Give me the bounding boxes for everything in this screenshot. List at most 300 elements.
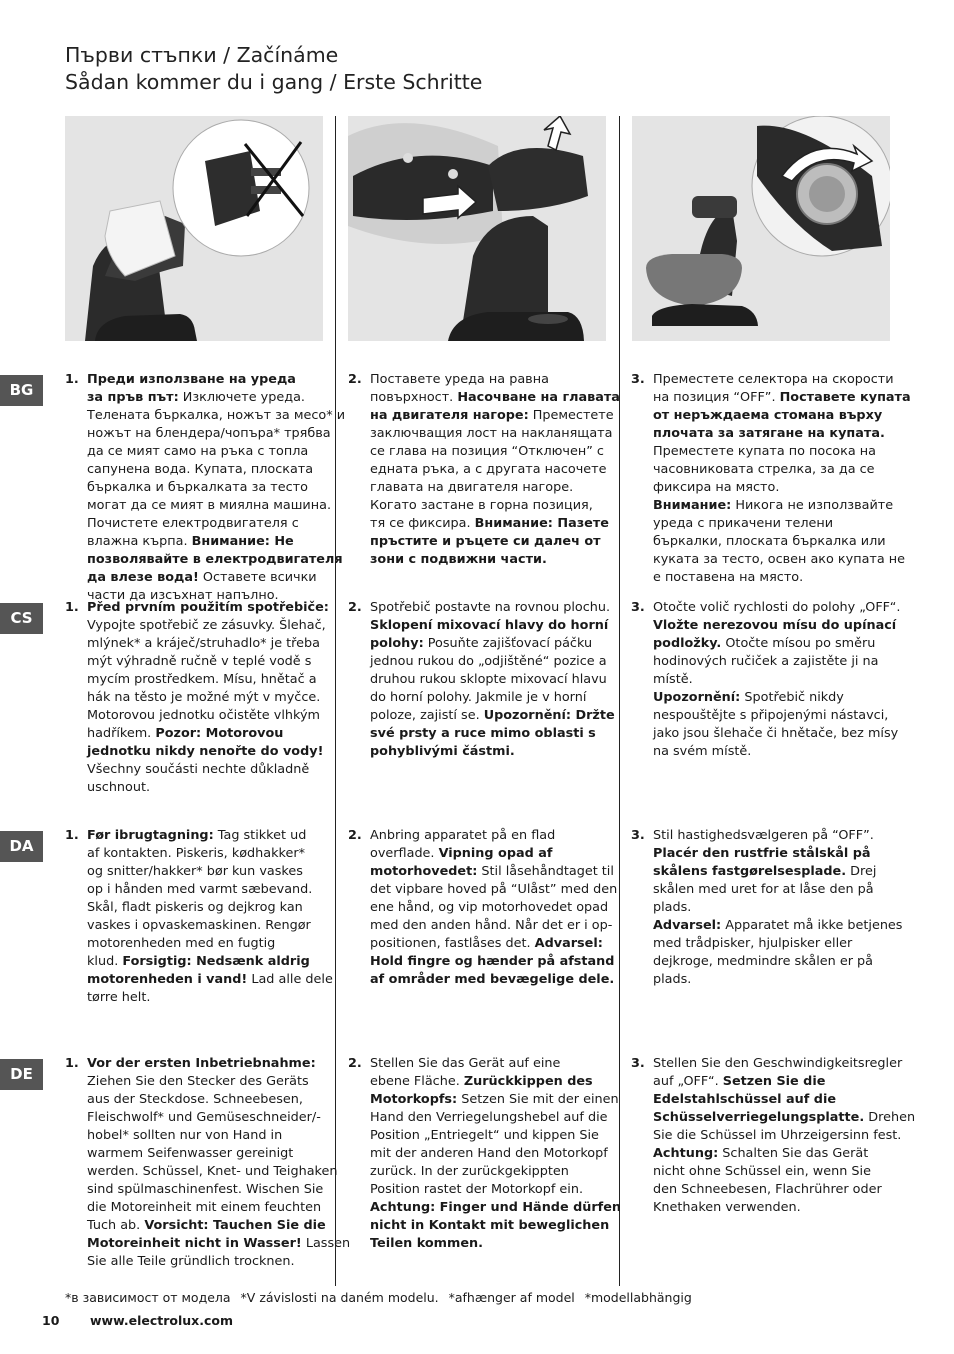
step-number: 3. <box>631 372 645 387</box>
step-line <box>370 881 617 899</box>
step-line <box>370 671 615 689</box>
step-line <box>87 935 333 953</box>
step-line <box>87 953 333 971</box>
text-segment: mlýnek* a kráječ/struhadlo* je třeba <box>87 636 320 651</box>
text-segment: Sklopení mixovací hlavy do horní <box>370 618 609 633</box>
step-line <box>370 743 615 761</box>
text-segment: podložky. <box>653 636 722 651</box>
language-tab-bg: BG <box>0 375 43 406</box>
text-segment: Изключете уреда. <box>178 390 305 405</box>
text-segment: Преместете <box>528 408 614 423</box>
text-segment: Lassen <box>301 1236 351 1251</box>
step-line <box>653 533 911 551</box>
text-segment: едната ръка, а с другата насочете <box>370 462 607 477</box>
step-number: 3. <box>631 1056 645 1071</box>
text-segment: Lad alle dele <box>247 972 333 987</box>
step-number: 1. <box>65 1056 79 1071</box>
text-segment: заключващия лост на накланящата <box>370 426 613 441</box>
step-line <box>370 551 620 569</box>
step-number: 2. <box>348 828 362 843</box>
step-line <box>653 1163 915 1181</box>
step-line <box>653 371 911 389</box>
text-segment: Hand den Verriegelungshebel auf die <box>370 1110 608 1125</box>
step-line <box>653 671 900 689</box>
text-segment: да влезе вода! <box>87 570 199 585</box>
text-segment: poloze, zajistí se. <box>370 708 484 723</box>
step-number: 2. <box>348 1056 362 1071</box>
text-segment: Sie alle Teile gründlich trocknen. <box>87 1254 295 1269</box>
step-line <box>87 599 329 617</box>
step-text <box>653 1055 915 1217</box>
text-segment: Drehen <box>864 1110 916 1125</box>
text-segment: бъркалки, плоската бъркалка или <box>653 534 886 549</box>
step-line <box>370 1055 621 1073</box>
step-text <box>87 599 329 797</box>
text-segment: Поставете купата <box>779 390 911 405</box>
text-segment: na svém místě. <box>653 744 752 759</box>
step-line <box>87 407 345 425</box>
text-segment: Setzen Sie die <box>722 1074 826 1089</box>
text-segment: hák na těsto je možné mýt v myčce. <box>87 690 321 705</box>
step-line <box>653 1127 915 1145</box>
unplug-and-wash-illustration <box>65 116 323 341</box>
step-line <box>370 389 620 407</box>
bowl-lock-illustration <box>632 116 890 341</box>
step-line <box>653 1109 915 1127</box>
text-segment: могат да се мият в миялна машина. <box>87 498 332 513</box>
text-segment: hodinových ručiček a zajistěte ji na <box>653 654 879 669</box>
step-line <box>87 1253 350 1271</box>
text-segment: Vypojte spotřebič ze zásuvky. Šlehač, <box>87 618 326 633</box>
step-line <box>87 1091 350 1109</box>
step-line <box>370 725 615 743</box>
step-line <box>370 617 615 635</box>
step-line <box>653 599 900 617</box>
step-line <box>653 551 911 569</box>
step-line <box>370 515 620 533</box>
text-segment: skålens fastgørelsesplade. <box>653 864 847 879</box>
text-segment: часовниковата стрелка, за да се <box>653 462 875 477</box>
text-segment: motorenheden i vand! <box>87 972 248 987</box>
step-text <box>370 827 617 989</box>
text-segment: den Schneebesen, Flachrührer oder <box>653 1182 882 1197</box>
text-segment: Edelstahlschüssel auf die <box>653 1092 837 1107</box>
step-line <box>653 1073 915 1091</box>
text-segment: Motorovou jednotku očistěte vlhkým <box>87 708 320 723</box>
text-segment: vaskes i opvaskemaskinen. Rengør <box>87 918 311 933</box>
step-line <box>87 371 345 389</box>
text-segment: Advarsel: <box>534 936 603 951</box>
step-line <box>653 1199 915 1217</box>
text-segment: фиксира на място. <box>653 480 780 495</box>
step-line <box>653 479 911 497</box>
step-line <box>653 515 911 533</box>
text-segment: Stil låsehåndtaget til <box>477 864 614 879</box>
text-segment: главата на двигателя нагоре. <box>370 480 574 495</box>
text-segment: Телената бъркалка, ножът за месо* и <box>87 408 346 423</box>
title-line-2: Sådan kommer du i gang / Erste Schritte <box>65 70 483 94</box>
step-text <box>370 599 615 761</box>
step-line <box>370 1145 621 1163</box>
step-line <box>370 1235 621 1253</box>
text-segment: motorhovedet: <box>370 864 478 879</box>
step-line <box>370 1109 621 1127</box>
text-segment: Schüsselverriegelungsplatte. <box>653 1110 865 1125</box>
text-segment: Upozornění: <box>653 690 741 705</box>
text-segment: Tag stikket ud <box>213 828 307 843</box>
step-line <box>653 863 902 881</box>
step-line <box>87 671 329 689</box>
step-line <box>653 881 902 899</box>
text-segment: Advarsel: <box>653 918 722 933</box>
text-segment: плочата за затягане на купата. <box>653 426 885 441</box>
text-segment: Před prvním použitím spotřebiče: <box>87 600 329 615</box>
text-segment: Apparatet må ikke betjenes <box>721 918 903 933</box>
text-segment: Position „Entriegelt“ und kippen Sie <box>370 1128 599 1143</box>
step-line <box>653 1055 915 1073</box>
text-segment: Før ibrugtagning: <box>87 828 214 843</box>
step-line <box>87 1127 350 1145</box>
step-line <box>370 971 617 989</box>
text-segment: hobel* sollten nur von Hand in <box>87 1128 283 1143</box>
text-segment: Vorsicht: Tauchen Sie die <box>144 1218 326 1233</box>
step-line <box>370 635 615 653</box>
step-line <box>370 917 617 935</box>
step-line <box>87 653 329 671</box>
step-line <box>653 689 900 707</box>
text-segment: motorenheden med en fugtig <box>87 936 276 951</box>
step-number: 2. <box>348 600 362 615</box>
step-line <box>87 1199 350 1217</box>
step-number: 1. <box>65 828 79 843</box>
step-line <box>87 725 329 743</box>
step-line <box>370 407 620 425</box>
text-segment: Anbring apparatet på en flad <box>370 828 556 843</box>
text-segment: med den anden hånd. Når det er i op- <box>370 918 613 933</box>
text-segment: det vipbare hoved på “Ulåst” med den <box>370 882 618 897</box>
text-segment: Fleischwolf* und Gemüseschneider/- <box>87 1110 321 1125</box>
text-segment: hadříkem. <box>87 726 156 741</box>
step-line <box>370 461 620 479</box>
step-line <box>87 425 345 443</box>
text-segment: Otočte mísou po směru <box>721 636 876 651</box>
step-line <box>370 899 617 917</box>
step-line <box>87 569 345 587</box>
text-segment: ebene Fläche. <box>370 1074 464 1089</box>
step-line <box>87 461 345 479</box>
step-text <box>370 1055 621 1253</box>
text-segment: от неръждаема стомана върху <box>653 408 883 423</box>
step-line <box>653 443 911 461</box>
footnote-de: *modellabhängig <box>584 1290 692 1305</box>
step-line <box>87 635 329 653</box>
footnotes <box>65 1290 698 1305</box>
text-segment: части да изсъхнат напълно. <box>87 588 279 603</box>
text-segment: af kontakten. Piskeris, kødhakker* <box>87 846 306 861</box>
step-line <box>87 761 329 779</box>
step-line <box>87 689 329 707</box>
text-segment: Všechny součásti nechte důkladně <box>87 762 310 777</box>
text-segment: ножът на блендера/чопъра* трябва <box>87 426 331 441</box>
step-line <box>653 917 902 935</box>
step-line <box>370 863 617 881</box>
step-line <box>87 827 333 845</box>
step-line <box>87 863 333 881</box>
text-segment: Skål, fladt piskeris og dejkrog kan <box>87 900 303 915</box>
text-segment: да се мият само на ръка с топла <box>87 444 309 459</box>
text-segment: Drej <box>846 864 877 879</box>
text-segment: polohy: <box>370 636 424 651</box>
step-line <box>653 899 902 917</box>
step-line <box>370 1181 621 1199</box>
step-line <box>87 917 333 935</box>
step-text <box>87 827 333 1007</box>
step-line <box>87 989 333 1007</box>
language-tab-cs: CS <box>0 603 43 634</box>
step-line <box>653 461 911 479</box>
title-line-1: Първи стъпки / Začínáme <box>65 43 339 67</box>
text-segment: куката за тесто, освен ако купата не <box>653 552 906 567</box>
step-line <box>87 497 345 515</box>
text-segment: uschnout. <box>87 780 151 795</box>
step-text <box>653 371 911 587</box>
text-segment: Sie die Schüssel im Uhrzeigersinn fest. <box>653 1128 902 1143</box>
step-line <box>653 827 902 845</box>
step-text <box>87 371 345 605</box>
text-segment: влажна кърпа. <box>87 534 192 549</box>
step-line <box>370 533 620 551</box>
text-segment: sind spülmaschinenfest. Wischen Sie <box>87 1182 324 1197</box>
step-text <box>87 1055 350 1271</box>
text-segment: уреда с прикачени телени <box>653 516 834 531</box>
step-line <box>653 497 911 515</box>
text-segment: nicht ohne Schüssel ein, wenn Sie <box>653 1164 871 1179</box>
footnote-cs: *V závislosti na daném modelu. <box>240 1290 439 1305</box>
step-line <box>370 707 615 725</box>
step-line <box>87 707 329 725</box>
text-segment: af områder med bevægelige dele. <box>370 972 615 987</box>
step-line <box>87 881 333 899</box>
text-segment: Pozor: Motorovou <box>155 726 284 741</box>
step-line <box>370 1163 621 1181</box>
step-line <box>370 1073 621 1091</box>
text-segment: Vor der ersten Inbetriebnahme: <box>87 1056 316 1071</box>
step-line <box>87 551 345 569</box>
step-text <box>370 371 620 569</box>
step-text <box>653 827 902 989</box>
text-segment: Hold fingre og hænder på afstand <box>370 954 615 969</box>
text-segment: Upozornění: Držte <box>483 708 615 723</box>
step-line <box>653 653 900 671</box>
step-line <box>370 827 617 845</box>
step-line <box>370 1091 621 1109</box>
text-segment: jednotku nikdy nenořte do vody! <box>87 744 324 759</box>
text-segment: auf „OFF“. <box>653 1074 723 1089</box>
text-segment: Оставете всички <box>198 570 317 585</box>
text-segment: Otočte volič rychlosti do polohy „OFF“. <box>653 600 901 615</box>
text-segment: druhou rukou sklopte mixovací hlavu <box>370 672 607 687</box>
step-line <box>653 725 900 743</box>
step-line <box>87 1181 350 1199</box>
language-tab-de: DE <box>0 1059 43 1090</box>
text-segment: Stellen Sie das Gerät auf eine <box>370 1056 561 1071</box>
text-segment: зони с подвижни части. <box>370 552 547 567</box>
text-segment: Knethaken verwenden. <box>653 1200 801 1215</box>
text-segment: mycím prostředkem. Mísu, hnětač a <box>87 672 317 687</box>
step-line <box>370 599 615 617</box>
step-text <box>653 599 900 761</box>
step-line <box>653 971 902 989</box>
step-line <box>370 653 615 671</box>
text-segment: Внимание: <box>653 498 732 513</box>
text-segment: overflade. <box>370 846 439 861</box>
step-line <box>87 1109 350 1127</box>
step-line <box>653 1181 915 1199</box>
step-line <box>87 1055 350 1073</box>
text-segment: plads. <box>653 972 692 987</box>
step-number: 2. <box>348 372 362 387</box>
text-segment: бъркалка и бъркалката за тесто <box>87 480 308 495</box>
step-line <box>370 689 615 707</box>
text-segment: jako jsou šlehače či hnětače, bez mísy <box>653 726 899 741</box>
step-line <box>370 845 617 863</box>
text-segment: Внимание: Пазете <box>474 516 609 531</box>
step-line <box>653 389 911 407</box>
language-tab-da: DA <box>0 831 43 862</box>
text-segment: повърхност. <box>370 390 458 405</box>
text-segment: на двигателя нагоре: <box>370 408 529 423</box>
text-segment: Ziehen Sie den Stecker des Geräts <box>87 1074 309 1089</box>
text-segment: Placér den rustfrie stålskål på <box>653 846 871 861</box>
text-segment: Vipning opad af <box>438 846 553 861</box>
text-segment: místě. <box>653 672 693 687</box>
text-segment: на позиция “OFF”. <box>653 390 780 405</box>
text-segment: die Motoreinheit mit einem feuchten <box>87 1200 322 1215</box>
footnote-da: *afhænger af model <box>448 1290 575 1305</box>
step-line <box>653 407 911 425</box>
step-line <box>653 569 911 587</box>
text-segment: за пръв път: <box>87 390 179 405</box>
text-segment: zurück. In der zurückgekippten <box>370 1164 569 1179</box>
step-line <box>87 479 345 497</box>
website-url: www.electrolux.com <box>90 1313 233 1328</box>
step-line <box>653 845 902 863</box>
step-line <box>87 1163 350 1181</box>
tilt-head-lever-illustration <box>348 116 606 341</box>
step-line <box>87 845 333 863</box>
step-number: 3. <box>631 600 645 615</box>
text-segment: Achtung: <box>653 1146 719 1161</box>
step-line <box>370 1199 621 1217</box>
step-line <box>87 899 333 917</box>
text-segment: Spotřebič postavte na rovnou plochu. <box>370 600 611 615</box>
step-number: 3. <box>631 828 645 843</box>
text-segment: тя се фиксира. <box>370 516 475 531</box>
step-line <box>87 1073 350 1091</box>
text-segment: сапунена вода. Купата, плоската <box>87 462 314 477</box>
footnote-bg: *в зависимост от модела <box>65 1290 231 1305</box>
step-line <box>370 953 617 971</box>
text-segment: Преди използване на уреда <box>87 372 296 387</box>
text-segment: med trådpisker, hjulpisker eller <box>653 936 853 951</box>
step-line <box>370 1127 621 1145</box>
text-segment: Vložte nerezovou mísu do upínací <box>653 618 897 633</box>
text-segment: své prsty a ruce mimo oblasti s <box>370 726 596 741</box>
step-line <box>370 497 620 515</box>
text-segment: Tuch ab. <box>87 1218 145 1233</box>
step-line <box>653 1091 915 1109</box>
text-segment: Насочване на главата <box>457 390 620 405</box>
step-line <box>653 1145 915 1163</box>
text-segment: Forsigtig: Nedsænk aldrig <box>122 954 310 969</box>
text-segment: pohyblivými částmi. <box>370 744 515 759</box>
text-segment: Achtung: Finger und Hände dürfen <box>370 1200 622 1215</box>
step-line <box>370 1217 621 1235</box>
text-segment: skålen med uret for at låse den på <box>653 882 874 897</box>
text-segment: nicht in Kontakt mit beweglichen <box>370 1218 610 1233</box>
text-segment: dejkroge, medmindre skålen er på <box>653 954 874 969</box>
step-line <box>87 971 333 989</box>
text-segment: Stil hastighedsvælgeren på “OFF”. <box>653 828 874 843</box>
step-line <box>653 953 902 971</box>
text-segment: Никога не използвайте <box>731 498 894 513</box>
step-line <box>87 533 345 551</box>
text-segment: og snitter/hakker* bør kun vaskes <box>87 864 303 879</box>
text-segment: Почистете електродвигателя с <box>87 516 299 531</box>
step-line <box>87 779 329 797</box>
page-title <box>65 42 482 96</box>
step-line <box>653 635 900 653</box>
step-line <box>653 425 911 443</box>
step-line <box>653 935 902 953</box>
text-segment: пръстите и ръцете си далеч от <box>370 534 601 549</box>
text-segment: Motorkopfs: <box>370 1092 458 1107</box>
text-segment: Setzen Sie mit der einen <box>457 1092 619 1107</box>
step-line <box>653 707 900 725</box>
text-segment: позволявайте в електродвигателя <box>87 552 343 567</box>
text-segment: Schalten Sie das Gerät <box>718 1146 869 1161</box>
text-segment: Teilen kommen. <box>370 1236 484 1251</box>
text-segment: mit der anderen Hand den Motorkopf <box>370 1146 608 1161</box>
step-line <box>87 515 345 533</box>
text-segment: plads. <box>653 900 692 915</box>
step-line <box>370 935 617 953</box>
step-line <box>87 617 329 635</box>
text-segment: Когато застане в горна позиция, <box>370 498 593 513</box>
step-line <box>370 443 620 461</box>
text-segment: tørre helt. <box>87 990 151 1005</box>
page-number: 10 <box>42 1313 60 1328</box>
text-segment: Motoreinheit nicht in Wasser! <box>87 1236 302 1251</box>
text-segment: Spotřebič nikdy <box>740 690 844 705</box>
step-number: 1. <box>65 600 79 615</box>
text-segment: Posuňte zajišťovací páčku <box>423 636 593 651</box>
text-segment: nespouštějte s připojenými nástavci, <box>653 708 889 723</box>
step-line <box>653 617 900 635</box>
text-segment: Stellen Sie den Geschwindigkeitsregler <box>653 1056 903 1071</box>
step-line <box>370 425 620 443</box>
text-segment: positionen, fastlåses det. <box>370 936 535 951</box>
step-line <box>653 743 900 761</box>
text-segment: aus der Steckdose. Schneebesen, <box>87 1092 303 1107</box>
step-line <box>370 479 620 497</box>
step-line <box>87 389 345 407</box>
text-segment: Поставете уреда на равна <box>370 372 549 387</box>
step-line <box>87 443 345 461</box>
text-segment: Преместете купата по посока на <box>653 444 876 459</box>
text-segment: mýt výhradně ručně v teplé vodě s <box>87 654 312 669</box>
step-line <box>370 371 620 389</box>
